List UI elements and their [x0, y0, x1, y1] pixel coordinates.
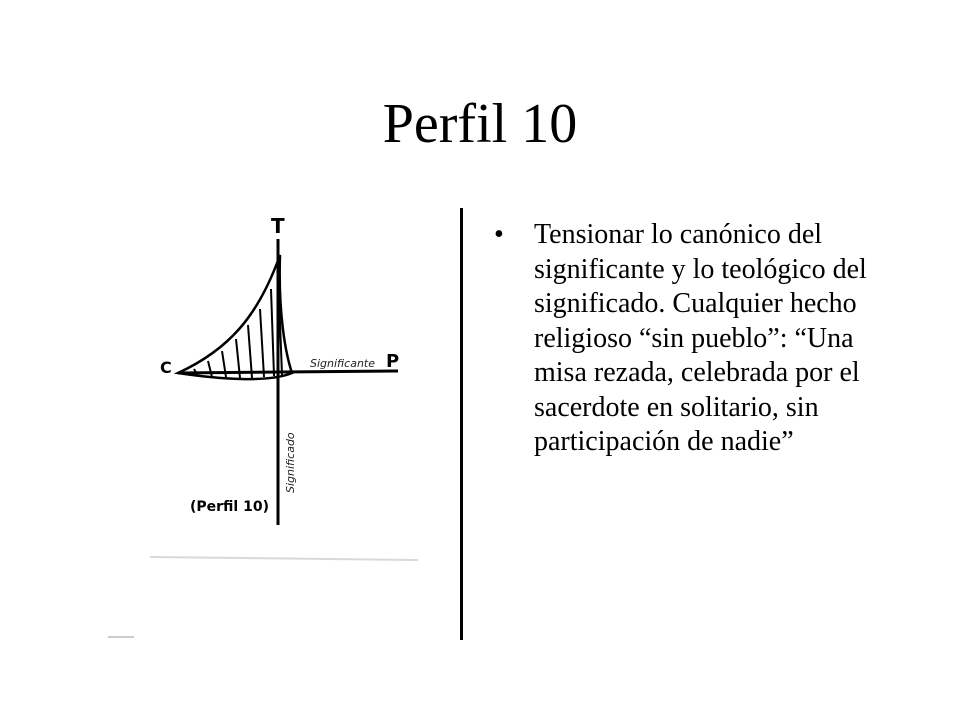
axis-label-significado: Significado: [284, 432, 297, 493]
figure-caption: (Perfil 10): [190, 499, 269, 515]
bullet-list: [488, 218, 888, 460]
horizontal-axis-line: [178, 371, 398, 373]
profile-diagram-drawing: [108, 205, 438, 645]
profile-diagram: [108, 205, 438, 645]
slide-title: Perfil 10: [382, 93, 578, 155]
hatched-region-outline: [178, 255, 292, 379]
paper-edge-line: [150, 557, 418, 560]
bullet-item: [488, 218, 888, 460]
label-left-c: C: [160, 358, 172, 377]
bullet-text: Tensionar lo canónico del significante y lo teológico del significado. Cualquier hecho religioso “sin pueblo”: “Una misa rezada, celebrada por el sacerdote en solitario, sin participación de nadie”: [534, 219, 867, 457]
label-top-t: T: [271, 214, 285, 238]
bullet-marker: •: [494, 219, 504, 250]
region-hatching: [194, 271, 282, 378]
axis-label-significante: Significante: [310, 357, 375, 370]
divider-line: [460, 208, 463, 640]
label-right-p: P: [386, 351, 400, 372]
